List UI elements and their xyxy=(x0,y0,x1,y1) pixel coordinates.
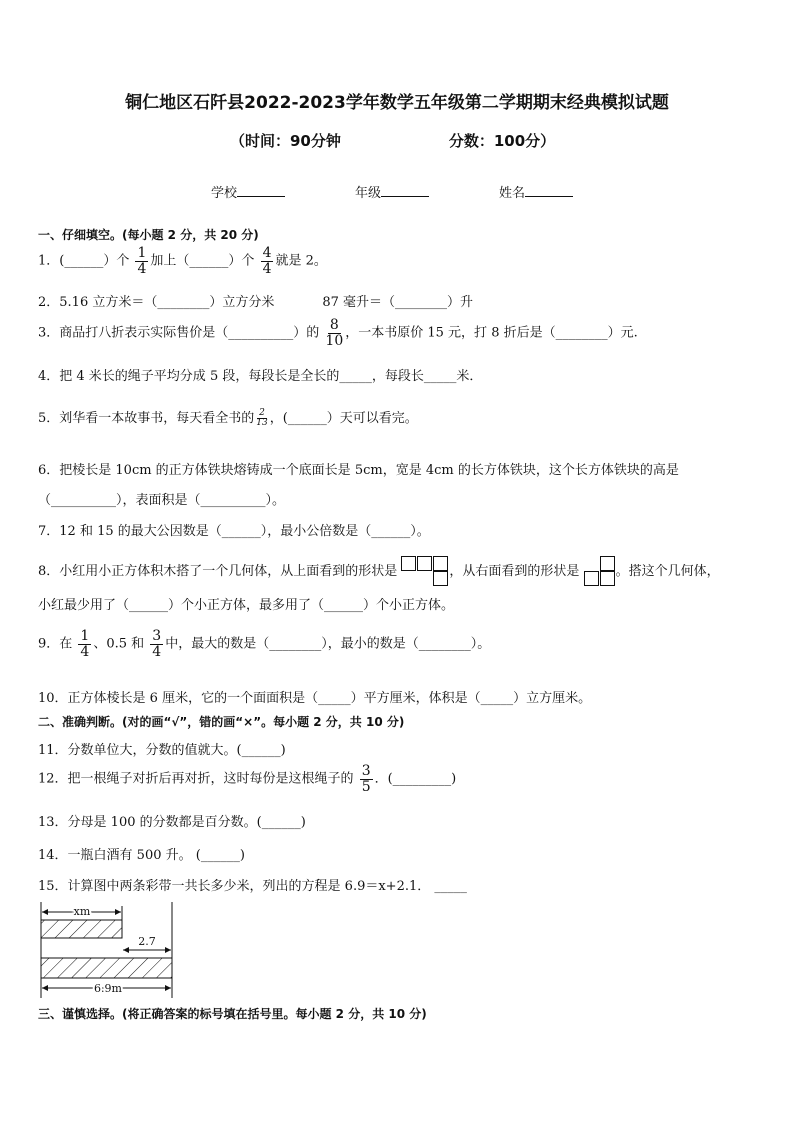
right-view-shape xyxy=(584,556,616,587)
student-info xyxy=(211,182,573,201)
fraction: $\frac{3}{4}$ xyxy=(152,628,162,660)
fraction: $\frac{1}{4}$ xyxy=(80,628,90,660)
mid-label: 2.7 xyxy=(138,935,156,948)
question-15: 15．计算图中两条彩带一共长多少米，列出的方程是 6.9＝x+2.1． _____ xyxy=(38,879,467,894)
question-3: 3．商品打八折表示实际售价是（__________）的 $\frac{8}{10}$ ，一本书原价 15 元，打 8 折后是（________）元. xyxy=(38,317,638,349)
section2-heading: 二、准确判断。(对的画“√”，错的画“×”。每小题 2 分，共 10 分) xyxy=(38,715,405,729)
name-label: 姓名 xyxy=(499,186,526,201)
question-8-line1: 8．小红用小正方体积木搭了一个几何体，从上面看到的形状是 ，从右面看到的形状是 。搭这个几何体， xyxy=(38,556,720,587)
question-4: 4．把 4 米长的绳子平均分成 5 段，每段长是全长的_____，每段长_____米． xyxy=(38,369,483,384)
fraction: $\frac{4}{4}$ xyxy=(262,245,272,277)
question-11: 11．分数单位大，分数的值就大。(______) xyxy=(38,743,286,758)
bottom-label: 6.9m xyxy=(94,982,122,995)
school-label: 学校 xyxy=(211,186,238,201)
top-label: xm xyxy=(73,905,91,918)
question-9: 9．在 $\frac{1}{4}$ 、0.5 和 $\frac{3}{4}$ 中，最大的数是（________），最小的数是（________）。 xyxy=(38,628,491,660)
fraction: $\frac{8}{10}$ xyxy=(325,317,344,349)
school-field[interactable] xyxy=(237,184,285,197)
exam-score: 分数：100分） xyxy=(448,132,556,150)
page-title: 铜仁地区石阡县2022-2023学年数学五年级第二学期期末经典模拟试题 xyxy=(125,93,669,113)
question-7: 7．12 和 15 的最大公因数是（______），最小公倍数是（______）。 xyxy=(38,524,430,539)
question-5: 5．刘华看一本故事书，每天看全书的 $\frac{2}{13}$ ，(______）天可以看完。 xyxy=(38,407,418,428)
top-view-shape xyxy=(401,556,449,587)
fraction: $\frac{2}{13}$ xyxy=(256,407,268,428)
question-6-line2: （__________），表面积是（__________）。 xyxy=(38,493,286,508)
question-12: 12．把一根绳子对折后再对折，这时每份是这根绳子的 $\frac{3}{5}$ ．(_________) xyxy=(38,763,457,795)
question-8-line2: 小红最少用了（______）个小正方体，最多用了（______）个小正方体。 xyxy=(38,598,455,613)
question-10: 10．正方体棱长是 6 厘米，它的一个面面积是（_____）平方厘米，体积是（_____）立方厘米。 xyxy=(38,691,592,706)
exam-meta xyxy=(230,130,555,151)
grade-field[interactable] xyxy=(381,184,429,197)
question-1: 1．(______）个 $\frac{1}{4}$ 加上（______）个 $\frac{4}{4}$ 就是 2。 xyxy=(38,245,327,277)
question-2: 2．5.16 立方米＝（________）立方分米 87 毫升＝（________）升 xyxy=(38,295,474,310)
short-ribbon xyxy=(41,920,122,938)
section3-heading: 三、谨慎选择。(将正确答案的标号填在括号里。每小题 2 分，共 10 分) xyxy=(38,1007,427,1021)
question-13: 13．分母是 100 的分数都是百分数。(______) xyxy=(38,815,306,830)
fraction: $\frac{1}{4}$ xyxy=(137,245,147,277)
question-6-line1: 6．把棱长是 10cm 的正方体铁块熔铸成一个底面长是 5cm，宽是 4cm 的长方体铁块，这个长方体铁块的高是 xyxy=(38,463,679,478)
grade-label: 年级 xyxy=(355,186,382,201)
question-14: 14．一瓶白酒有 500 升。 (______) xyxy=(38,848,245,863)
fraction: $\frac{3}{5}$ xyxy=(361,763,371,795)
name-field[interactable] xyxy=(525,184,573,197)
exam-time: （时间：90分钟 xyxy=(230,132,341,150)
long-ribbon xyxy=(41,958,172,978)
section1-heading: 一、仔细填空。(每小题 2 分，共 20 分) xyxy=(38,228,259,242)
ribbon-diagram xyxy=(36,900,178,1000)
